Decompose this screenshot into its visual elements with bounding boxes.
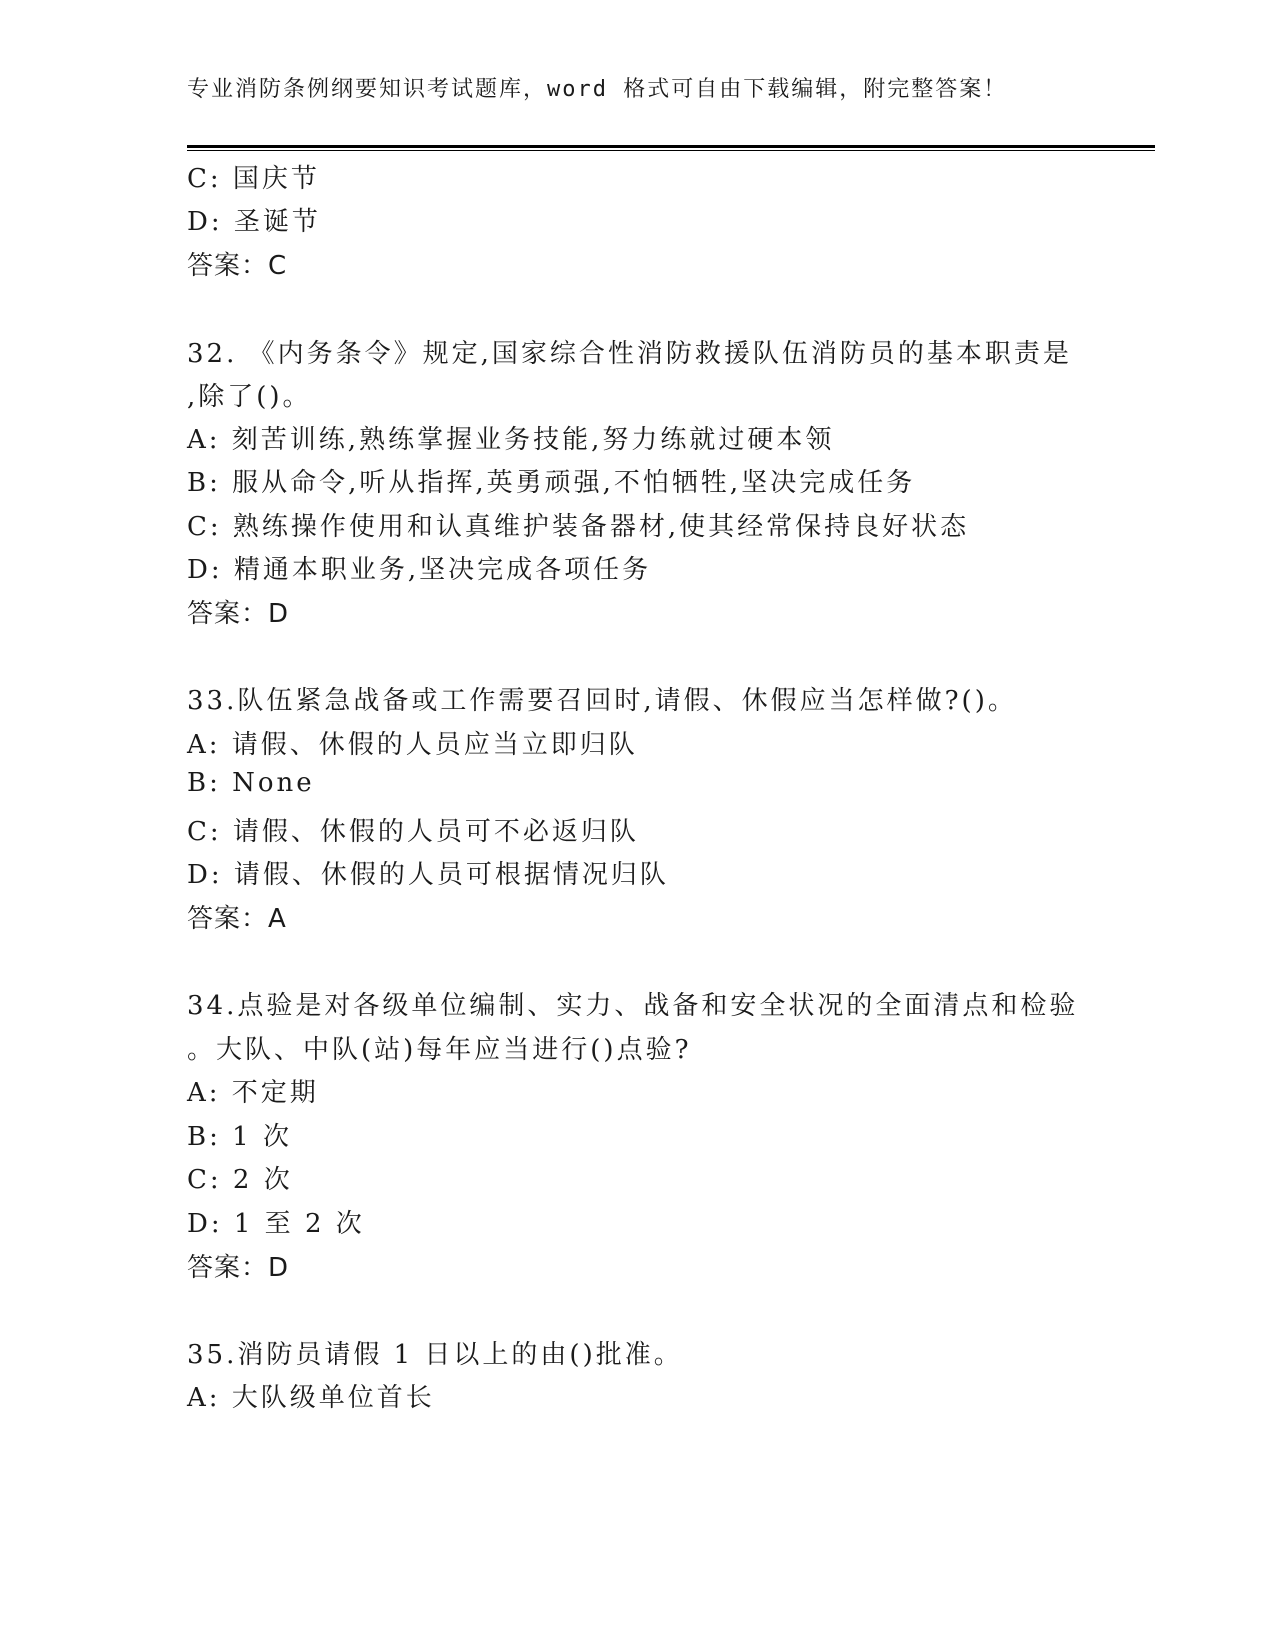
q33-option-b: B: None — [187, 768, 315, 798]
header-rule-thin — [187, 150, 1155, 151]
q32-answer: 答案：D — [187, 599, 290, 629]
q33-option-d: D: 请假、休假的人员可根据情况归队 — [187, 860, 669, 890]
q34-option-d: D: 1 至 2 次 — [187, 1209, 365, 1239]
q34-option-c: C: 2 次 — [187, 1165, 293, 1195]
q31-answer: 答案：C — [187, 251, 288, 281]
q31-option-c: C: 国庆节 — [187, 164, 320, 194]
q32-option-d: D: 精通本职业务,坚决完成各项任务 — [187, 555, 652, 585]
page-header: 专业消防条例纲要知识考试题库，word 格式可自由下载编辑，附完整答案！ — [187, 77, 1008, 102]
q34-option-b: B: 1 次 — [187, 1122, 292, 1152]
q35-option-a: A: 大队级单位首长 — [187, 1383, 435, 1413]
q33-answer: 答案：A — [187, 904, 287, 934]
q32-stem-line2: ,除了()。 — [187, 382, 312, 412]
q34-stem-line1: 34.点验是对各级单位编制、实力、战备和安全状况的全面清点和检验 — [187, 991, 1079, 1021]
q34-stem-line2: 。大队、中队(站)每年应当进行()点验? — [187, 1035, 692, 1065]
q33-option-c: C: 请假、休假的人员可不必返归队 — [187, 817, 639, 847]
q34-answer: 答案：D — [187, 1253, 290, 1283]
q32-option-c: C: 熟练操作使用和认真维护装备器材,使其经常保持良好状态 — [187, 512, 970, 542]
q33-option-a: A: 请假、休假的人员应当立即归队 — [187, 730, 638, 760]
q31-option-d: D: 圣诞节 — [187, 207, 321, 237]
q35-stem-line1: 35.消防员请假 1 日以上的由()批准。 — [187, 1340, 683, 1370]
q32-option-b: B: 服从命令,听从指挥,英勇顽强,不怕牺牲,坚决完成任务 — [187, 468, 916, 498]
q32-stem-line1: 32. 《内务条令》规定,国家综合性消防救援队伍消防员的基本职责是 — [187, 339, 1072, 369]
header-rule-thick — [187, 145, 1155, 148]
q33-stem-line1: 33.队伍紧急战备或工作需要召回时,请假、休假应当怎样做?()。 — [187, 686, 1017, 716]
q34-option-a: A: 不定期 — [187, 1078, 319, 1108]
q32-option-a: A: 刻苦训练,熟练掌握业务技能,努力练就过硬本领 — [187, 425, 835, 455]
